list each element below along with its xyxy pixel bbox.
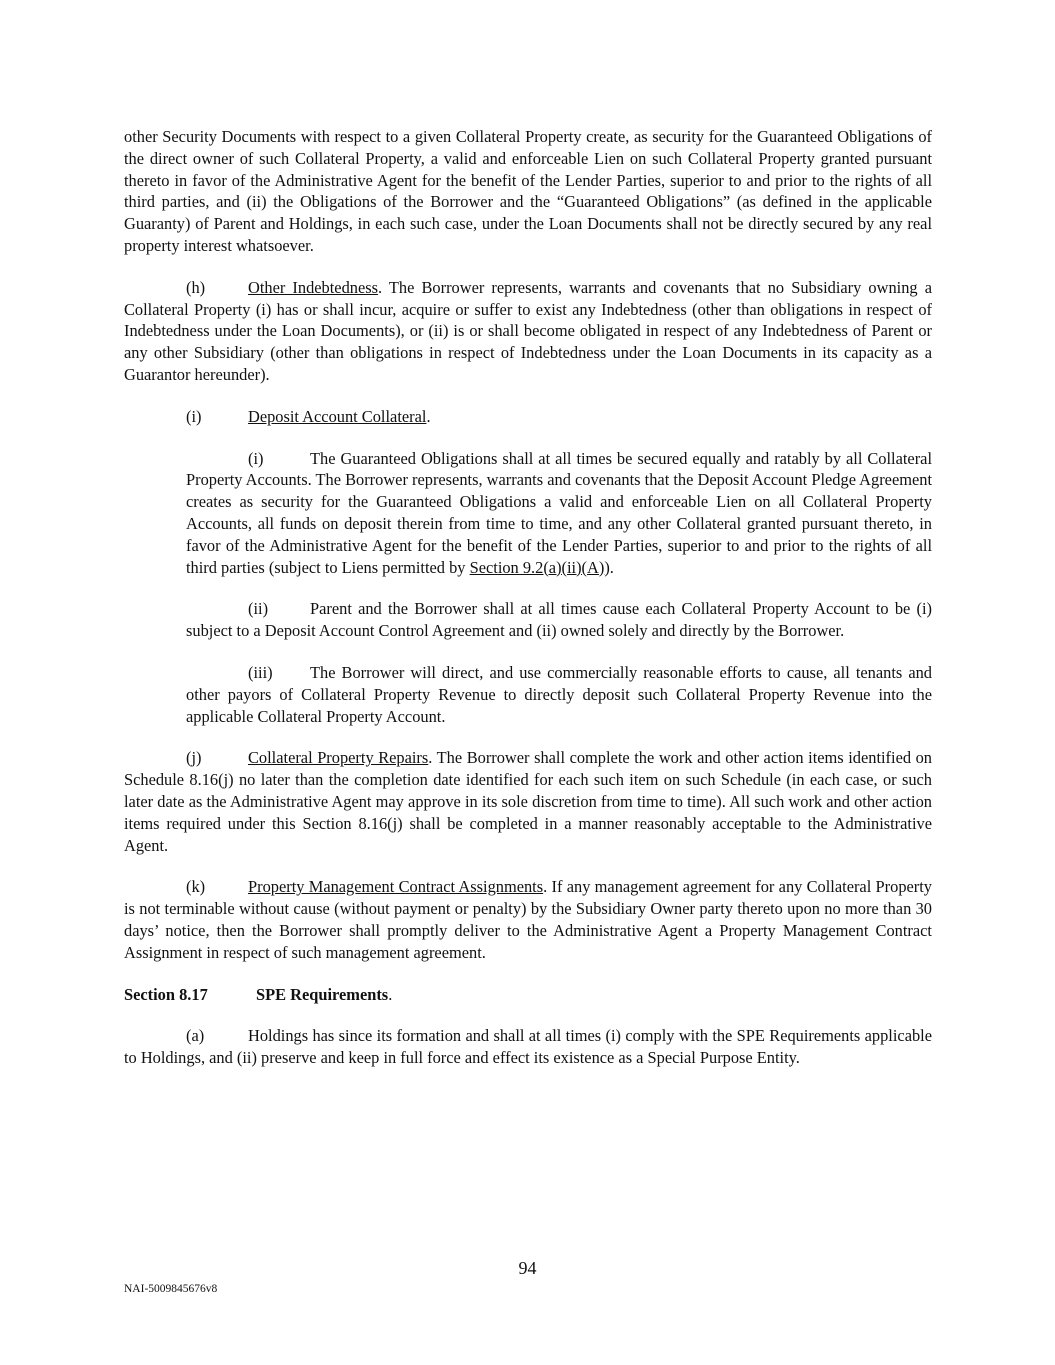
paragraph-h-title: Other Indebtedness <box>248 277 378 297</box>
subparagraph-i-1-text: The Guaranteed Obligations shall at all times be secured equally and ratably by all Collateral Property Accounts. The Borrower represents, warrants and covenants that the Deposit Account Pledge Agreement creates as security for the Guaranteed Obligations a valid and enforceable Lien on all Collateral Property Accounts, all funds on deposit therein from time to time, and any other Collateral granted pursuant thereto, in favor of the Administrative Agent for the benefit of the Lender Parties, superior to and prior to the rights of all third parties (subject to Liens permitted by <box>186 448 932 577</box>
paragraph-i-punct: . <box>426 406 431 426</box>
paragraph-h-text: . The Borrower represents, warrants and covenants that no Subsidiary owning a Collateral Property (i) has or shall incur, acquire or suffer to exist any Indebtedness (other than obligations in respect of Indebtedness under the Loan Documents), or (ii) is or shall become obligated in respect of any Indebtedness of Parent or any other Subsidiary (other than obligations in respect of Indebtedness under the Loan Documents in its capacity as a Guarantor hereunder). <box>124 277 932 384</box>
subparagraph-i-3 <box>186 662 932 727</box>
subparagraph-i-3-label: (iii) <box>248 662 273 682</box>
subparagraph-i-3-text: The Borrower will direct, and use commercially reasonable efforts to cause, all tenants and other payors of Collateral Property Revenue to directly deposit such Collateral Property Revenue into the applicable Collateral Property Account. <box>186 662 932 726</box>
paragraph-k <box>124 876 932 963</box>
subparagraph-i-1-label: (i) <box>248 448 264 468</box>
paragraph-k-label: (k) <box>186 877 206 897</box>
subparagraph-i-1 <box>186 448 932 579</box>
paragraph-h-label: (h) <box>186 277 206 297</box>
paragraph-i-title: Deposit Account Collateral <box>248 406 427 426</box>
paragraph-h <box>124 277 932 386</box>
document-id: NAI-5009845676v8 <box>124 1283 218 1295</box>
page-number: 94 <box>518 1258 537 1278</box>
paragraph-i-label: (i) <box>186 406 202 426</box>
section-title-punct: . <box>388 984 393 1004</box>
paragraph-j-label: (j) <box>186 748 202 768</box>
paragraph-j-text: . The Borrower shall complete the work and other action items identified on Schedule 8.16(j) no later than the completion date identified for each such item on such Schedule (in each case, or such later date as the Administrative Agent may approve in its sole discretion from time to time). All such work and other action items required under this Section 8.16(j) shall be completed in a manner reasonably acceptable to the Administrative Agent. <box>124 748 932 855</box>
section-reference: Section 9.2(a)(ii)(A) <box>469 557 605 577</box>
intro-paragraph: other Security Documents with respect to a given Collateral Property create, as security for the Guaranteed Obligations of the direct owner of such Collateral Property, a valid and enforceable Lien on such Collateral Property granted pursuant thereto in favor of the Administrative Agent for the benefit of the Lender Parties, superior to and prior to the rights of all third parties, and (ii) the Obligations of the Borrower and the “Guaranteed Obligations” (as defined in the applicable Guaranty) of Parent and Holdings, in each such case, under the Loan Documents shall not be directly secured by any real property interest whatsoever. <box>124 127 932 255</box>
subparagraph-i-1-end: ). <box>604 557 614 577</box>
paragraph-i <box>124 406 932 428</box>
document-page <box>124 126 932 1089</box>
paragraph-a-text: Holdings has since its formation and shall at all times (i) comply with the SPE Requirements applicable to Holdings, and (ii) preserve and keep in full force and effect its existence as a Special Purpose Entity. <box>124 1026 932 1068</box>
paragraph-a <box>124 1025 932 1069</box>
subparagraph-i-2 <box>186 598 932 642</box>
section-number: Section 8.17 <box>124 984 208 1004</box>
paragraph-a-label: (a) <box>186 1026 205 1046</box>
paragraph-k-text: . If any management agreement for any Collateral Property is not terminable without cause (without payment or penalty) by the Subsidiary Owner party thereto upon no more than 30 days’ notice, then the Borrower shall promptly deliver to the Administrative Agent a Property Management Contract Assignment in respect of such management agreement. <box>124 877 932 962</box>
paragraph-k-title: Property Management Contract Assignments <box>248 877 544 897</box>
paragraph-j <box>124 747 932 856</box>
section-heading <box>124 984 932 1006</box>
section-title: SPE Requirements <box>256 984 389 1004</box>
paragraph-j-title: Collateral Property Repairs <box>248 748 429 768</box>
subparagraph-i-2-text: Parent and the Borrower shall at all times cause each Collateral Property Account to be (i) subject to a Deposit Account Control Agreement and (ii) owned solely and directly by the Borrower. <box>186 599 932 641</box>
subparagraph-i-2-label: (ii) <box>248 599 269 619</box>
